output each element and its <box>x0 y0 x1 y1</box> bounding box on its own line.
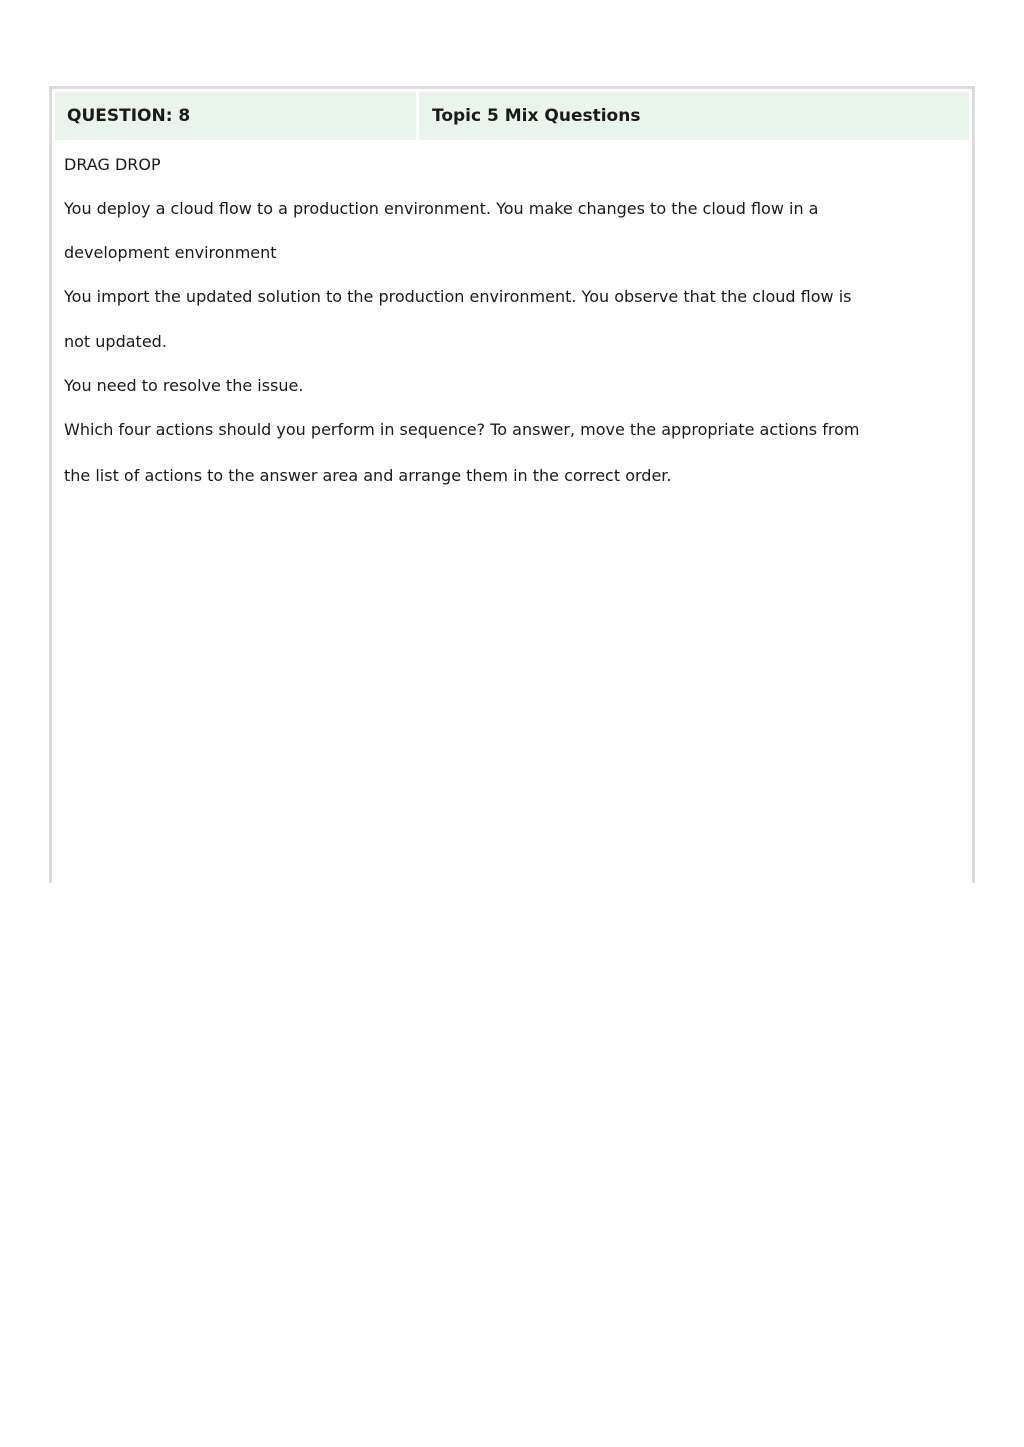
question-text-line: You import the updated solution to the production environment. You observe that the cloud flow is <box>64 287 852 306</box>
question-text-line: You deploy a cloud flow to a production environment. You make changes to the cloud flow in a <box>64 199 819 218</box>
question-text-line: development environment <box>64 243 277 262</box>
question-text-line: not updated. <box>64 332 167 351</box>
question-type: DRAG DROP <box>64 155 161 174</box>
question-text-line: You need to resolve the issue. <box>64 376 304 395</box>
question-text-line: Which four actions should you perform in sequence? To answer, move the appropriate actions from <box>64 420 860 439</box>
question-topic: Topic 5 Mix Questions <box>419 92 969 140</box>
question-header <box>55 92 969 140</box>
question-text-line: the list of actions to the answer area and arrange them in the correct order. <box>64 466 672 485</box>
question-card <box>49 86 975 883</box>
question-number: QUESTION: 8 <box>55 92 416 140</box>
